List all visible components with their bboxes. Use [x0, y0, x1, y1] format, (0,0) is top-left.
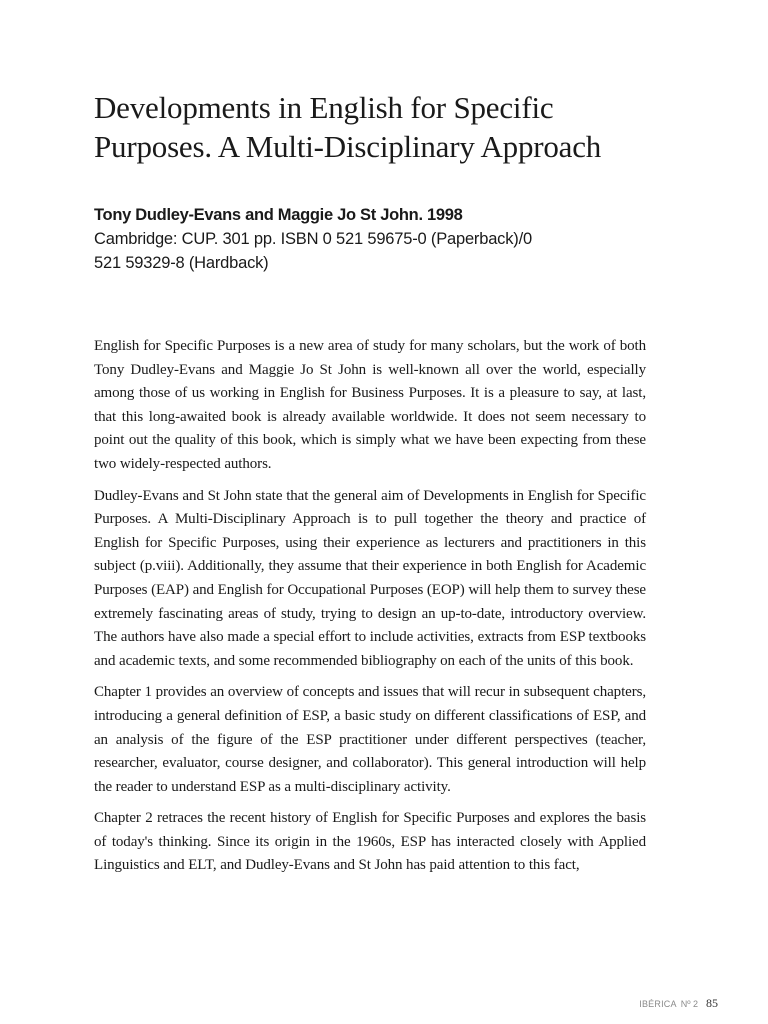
- book-title: Developments in English for Specific Purposes. A Multi-Disciplinary Approach: [94, 90, 602, 164]
- page-footer: [639, 996, 718, 1011]
- publication-info: Cambridge: CUP. 301 pp. ISBN 0 521 59675-0 (Paperback)/0 521 59329-8 (Hardback): [94, 230, 532, 272]
- book-authors: Tony Dudley-Evans and Maggie Jo St John. 1998: [94, 206, 463, 224]
- review-page: [94, 88, 646, 886]
- page-number: 85: [706, 996, 718, 1010]
- paragraph: English for Specific Purposes is a new area of study for many scholars, but the work of both Tony Dudley-Evans and Maggie Jo St John is well-known all over the world, especially among those of us working in English for Business Purposes. It is a pleasure to say, at last, that this long-awaited book is already available worldwide. It does not seem necessary to point out the quality of this book, which is simply what we have been expecting from these two widely-respected authors.: [94, 338, 646, 472]
- issue-number: Nº 2: [680, 999, 698, 1009]
- paragraph: Dudley-Evans and St John state that the general aim of Developments in English for Specific Purposes. A Multi-Disciplinary Approach is to pull together the theory and practice of English for Specific Purposes, using their experience as lecturers and practitioners in this subject (p.viii). Additionally, they assume that their experience in both English for Academic Purposes (EAP) and English for Occupational Purposes (EOP) will help them to survey these extremely fascinating areas of study, trying to design an up-to-date, introductory overview. The authors have also made a special effort to include activities, extracts from ESP textbooks and academic texts, and some recommended bibliography on each of the units of this book.: [94, 487, 646, 669]
- paragraph: Chapter 1 provides an overview of concepts and issues that will recur in subsequent chapters, introducing a general definition of ESP, a basic study on different classifications of ESP, and an analysis of the figure of the ESP practitioner under different perspectives (teacher, researcher, evaluator, course designer, and collaborator). This general introduction will help the reader to understand ESP as a multi-disciplinary activity.: [94, 684, 646, 795]
- journal-name: IBÉRICA: [639, 999, 677, 1009]
- review-body: [94, 335, 646, 878]
- paragraph: Chapter 2 retraces the recent history of English for Specific Purposes and explores the basis of today's thinking. Since its origin in the 1960s, ESP has interacted closely with Applied Linguistics and ELT, and Dudley-Evans and St John has paid attention to this fact,: [94, 810, 646, 874]
